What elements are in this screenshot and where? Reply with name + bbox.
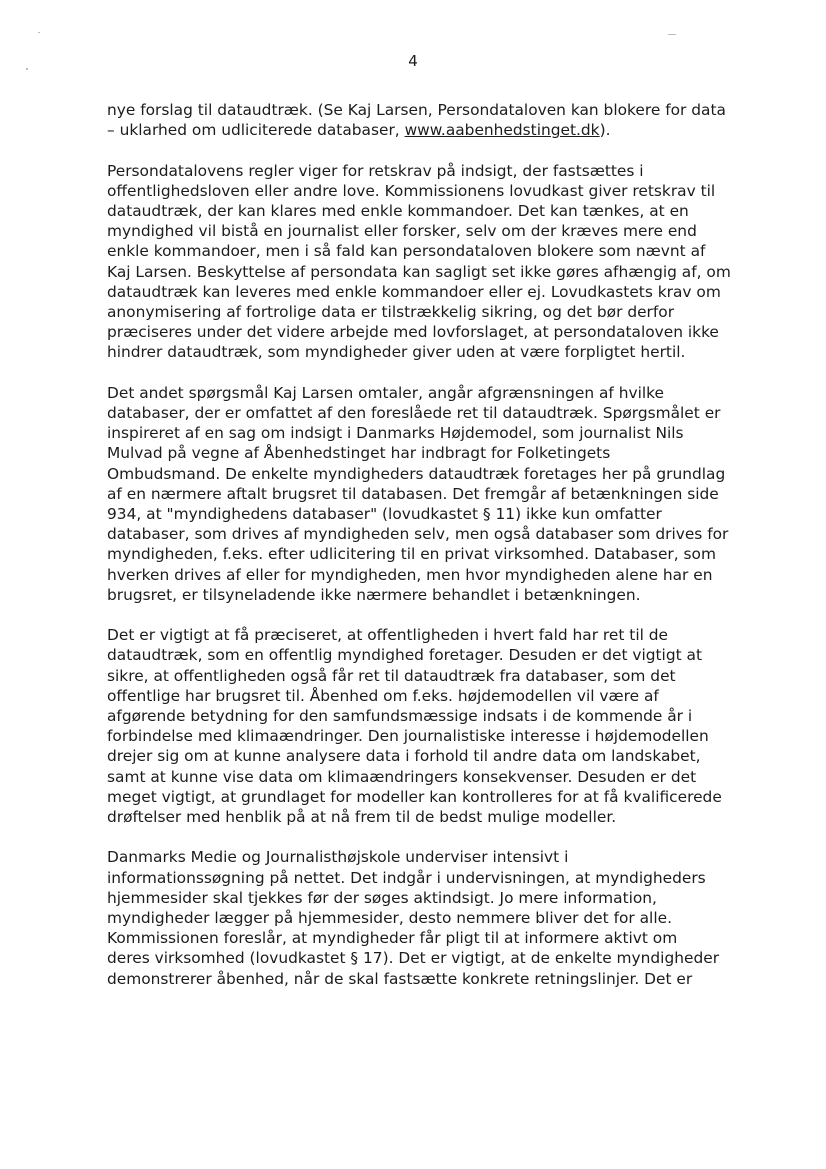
text-line <box>107 464 726 484</box>
line-text: informationssøgning på nettet. Det indgår i undervisningen, at myndigheders <box>107 868 706 887</box>
text-line <box>107 423 723 443</box>
line-text: inspireret af en sag om indsigt i Danmarks Højdemodel, som journalist Nils <box>107 424 684 443</box>
text-line <box>107 262 731 282</box>
text-line <box>107 726 723 746</box>
website-link[interactable]: www.aabenhedstinget.dk <box>404 121 600 140</box>
line-text: Det er vigtigt at få præciseret, at offentligheden i hvert fald har ret til de <box>107 626 669 645</box>
paragraph <box>107 383 729 605</box>
text-line <box>107 544 723 564</box>
text-line <box>107 181 723 201</box>
line-text: brugsret, er tilsyneladende ikke nærmere behandlet i betænkningen. <box>107 585 641 604</box>
text-line <box>107 706 723 726</box>
text-line <box>107 524 729 544</box>
line-text: myndigheden, f.eks. efter udlicitering til en privat virksomhed. Databaser, som <box>107 545 716 564</box>
line-text: offentlige har brugsret til. Åbenhed om f.eks. højdemodellen vil være af <box>107 686 659 705</box>
line-text: hverken drives af eller for myndigheden, men hvor myndigheden alene har en <box>107 565 713 584</box>
line-text: demonstrerer åbenhed, når de skal fastsætte konkrete retningslinjer. Det er <box>107 969 693 988</box>
line-text: præciseres under det videre arbejde med lovforslaget, at persondataloven ikke <box>107 323 719 342</box>
line-text: – uklarhed om udliciterede databaser, <box>107 121 405 140</box>
text-line <box>107 645 723 665</box>
scan-speck <box>38 32 40 33</box>
text-line <box>107 585 723 605</box>
text-line <box>107 928 723 948</box>
line-text: deres virksomhed (lovudkastet § 17). Det er vigtigt, at de enkelte myndigheder <box>107 949 720 968</box>
line-text-tail: ). <box>599 121 611 140</box>
line-text: databaser, der er omfattet af den foreslåede ret til dataudtræk. Spørgsmålet er <box>107 404 721 423</box>
text-line <box>107 868 723 888</box>
paragraph <box>107 625 723 827</box>
text-line <box>107 746 723 766</box>
line-text: enkle kommandoer, men i så fald kan persondataloven blokere som nævnt af <box>107 242 706 261</box>
text-line <box>107 443 723 463</box>
text-line <box>107 787 723 807</box>
text-line <box>107 969 723 989</box>
line-text: dataudtræk, som en offentlig myndighed foretager. Desuden er det vigtigt at <box>107 646 702 665</box>
paragraph <box>107 847 723 988</box>
text-line <box>107 484 723 504</box>
line-text: hindrer dataudtræk, som myndigheder giver uden at være forpligtet hertil. <box>107 343 686 362</box>
text-line <box>107 888 723 908</box>
line-text: dataudtræk, der kan klares med enkle kommandoer. Det kan tænkes, at en <box>107 202 689 220</box>
line-text: offentlighedsloven eller andre love. Kommissionens lovudkast giver retskrav til <box>107 181 716 200</box>
line-text: anonymisering af fortrolige data er tilstrækkelig sikring, og det bør derfor <box>107 303 675 322</box>
scan-speck <box>668 34 676 35</box>
text-line <box>107 383 723 403</box>
text-line <box>107 807 723 827</box>
page-number: 4 <box>408 52 418 70</box>
text-line <box>107 322 723 342</box>
line-text: Kommissionen foreslår, at myndigheder får pligt til at informere aktivt om <box>107 929 678 948</box>
text-line <box>107 201 723 221</box>
text-line <box>107 908 723 928</box>
line-text: myndigheder lægger på hjemmesider, desto nemmere bliver det for alle. <box>107 909 672 928</box>
paragraph <box>107 161 731 363</box>
line-text: afgørende betydning for den samfundsmæssige indsats i de kommende år i <box>107 707 693 726</box>
line-text: meget vigtigt, at grundlaget for modeller kan kontrolleres for at få kvalificerede <box>107 787 722 806</box>
text-line <box>107 403 723 423</box>
text-line <box>107 302 723 322</box>
line-text: drejer sig om at kunne analysere data i forhold til andre data om landskabet, <box>107 747 701 766</box>
line-text: Kaj Larsen. Beskyttelse af persondata kan sagligt set ikke gøres afhængig af, om <box>107 262 731 281</box>
line-text: dataudtræk kan leveres med enkle kommandoer eller ej. Lovudkastets krav om <box>107 282 721 301</box>
line-text: sikre, at offentligheden også får ret til dataudtræk fra databaser, som det <box>107 666 676 685</box>
line-text: 934, at "myndighedens databaser" (lovudkastet § 11) ikke kun omfatter <box>107 505 662 524</box>
text-line <box>107 221 723 241</box>
document-body <box>107 100 731 1009</box>
text-line <box>107 120 723 140</box>
line-text: nye forslag til dataudtræk. (Se Kaj Larsen, Persondataloven kan blokere for data <box>107 101 726 119</box>
line-text: Det andet spørgsmål Kaj Larsen omtaler, angår afgrænsningen af hvilke <box>107 383 664 402</box>
line-text: myndighed vil bistå en journalist eller forsker, selv om der kræves mere end <box>107 222 697 241</box>
text-line <box>107 161 723 181</box>
line-text: drøftelser med henblik på at nå frem til de bedst mulige modeller. <box>107 808 617 827</box>
line-text: forbindelse med klimaændringer. Den journalistiske interesse i højdemodellen <box>107 727 709 746</box>
line-text: samt at kunne vise data om klimaændringers konsekvenser. Desuden er det <box>107 767 697 786</box>
line-text: Persondatalovens regler viger for retskrav på indsigt, der fastsættes i <box>107 161 644 180</box>
line-text: Mulvad på vegne af Åbenhedstinget har indbragt for Folketingets <box>107 444 611 463</box>
text-line <box>107 565 723 585</box>
text-line <box>107 767 723 787</box>
line-text: Ombudsmand. De enkelte myndigheders dataudtræk foretages her på grundlag <box>107 464 726 483</box>
text-line <box>107 504 723 524</box>
text-line <box>107 241 723 261</box>
line-text: af en nærmere aftalt brugsret til databasen. Det fremgår af betænkningen side <box>107 484 719 503</box>
line-text: Danmarks Medie og Journalisthøjskole underviser intensivt i <box>107 848 569 867</box>
text-line <box>107 847 723 867</box>
text-line <box>107 666 723 686</box>
line-text: hjemmesider skal tjekkes før der søges aktindsigt. Jo mere information, <box>107 888 657 907</box>
text-line <box>107 100 726 120</box>
text-line <box>107 686 723 706</box>
paragraph <box>107 100 726 140</box>
text-line <box>107 625 723 645</box>
text-line <box>107 342 723 362</box>
text-line <box>107 282 723 302</box>
text-line <box>107 948 723 968</box>
line-text: databaser, som drives af myndigheden selv, men også databaser som drives for <box>107 525 729 544</box>
